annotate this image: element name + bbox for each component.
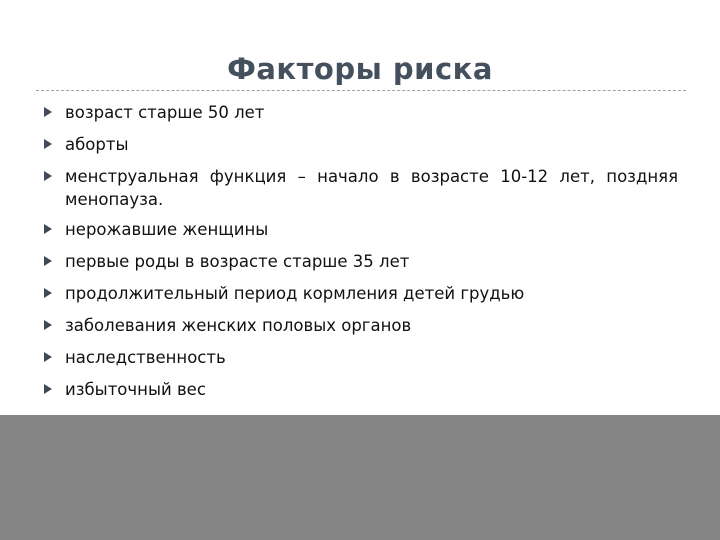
- bullet-arrow-icon: [44, 224, 52, 234]
- bullet-arrow-icon: [44, 171, 52, 181]
- bullet-item: [44, 250, 678, 273]
- bullet-arrow-icon: [44, 352, 52, 362]
- bullet-text: первые роды в возрасте старше 35 лет: [65, 252, 410, 271]
- bullet-text: наследственность: [65, 348, 226, 367]
- bullet-item: [44, 378, 678, 401]
- bullet-item: [44, 282, 678, 305]
- bullet-item: [44, 218, 678, 241]
- bullet-arrow-icon: [44, 107, 52, 117]
- bullet-text: продолжительный период кормления детей грудью: [65, 284, 525, 303]
- bullet-item: [44, 346, 678, 369]
- bullet-arrow-icon: [44, 384, 52, 394]
- bullet-item: [44, 101, 678, 124]
- bullet-text: менструальная функция – начало в возрасте 10-12 лет, поздняя менопауза.: [65, 167, 678, 209]
- slide-title: Факторы риска: [227, 52, 493, 86]
- bullet-text: избыточный вес: [65, 380, 206, 399]
- bullet-list: [44, 101, 678, 442]
- bullet-item: [44, 314, 678, 337]
- gray-overlay-left: [0, 430, 190, 540]
- bullet-arrow-icon: [44, 320, 52, 330]
- bullet-text: заболевания женских половых органов: [65, 316, 412, 335]
- bullet-arrow-icon: [44, 139, 52, 149]
- bullet-text: нерожавшие женщины: [65, 220, 269, 239]
- bullet-text: аборты: [65, 135, 129, 154]
- bullet-item: [44, 165, 678, 211]
- bullet-arrow-icon: [44, 288, 52, 298]
- title-divider: [36, 90, 686, 91]
- bullet-item: [44, 133, 678, 156]
- bullet-text: возраст старше 50 лет: [65, 103, 265, 122]
- bullet-arrow-icon: [44, 256, 52, 266]
